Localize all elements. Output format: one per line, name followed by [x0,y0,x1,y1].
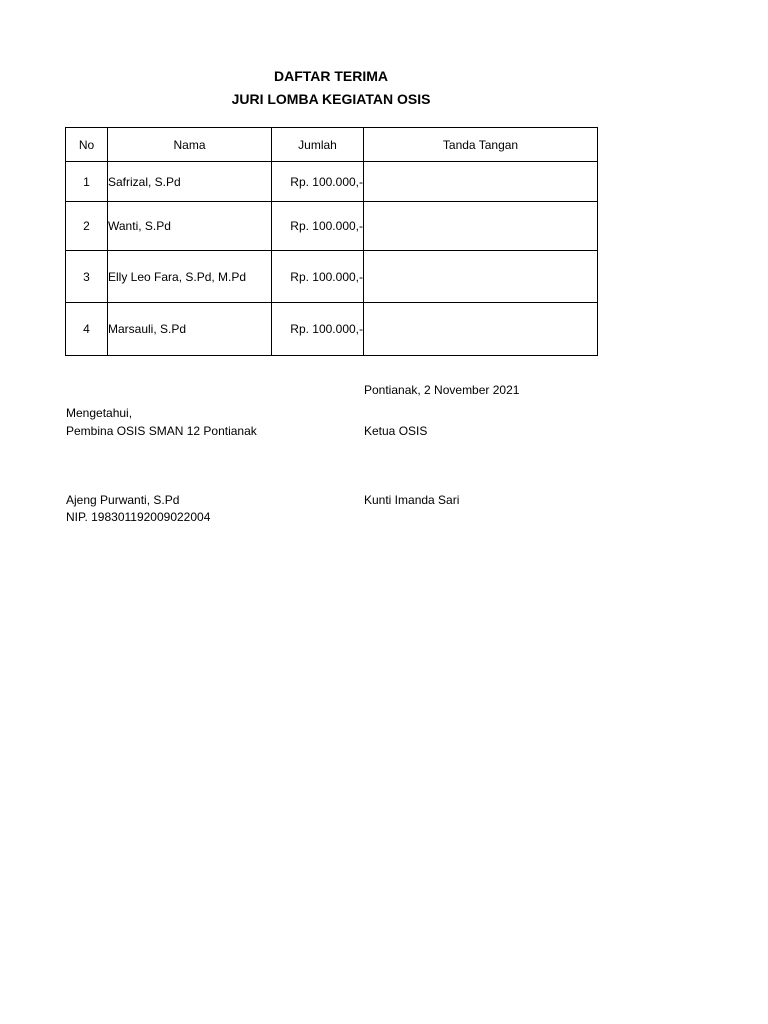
cell-tanda-tangan [364,202,598,251]
cell-tanda-tangan [364,303,598,356]
chair-name: Kunti Imanda Sari [364,493,460,507]
cell-nama: Marsauli, S.Pd [108,303,272,356]
advisor-role: Pembina OSIS SMAN 12 Pontianak [66,424,257,438]
cell-no: 2 [66,202,108,251]
table-row [66,162,598,202]
cell-jumlah: Rp. 100.000,- [272,202,364,251]
table-header-row [66,128,598,162]
chair-role: Ketua OSIS [364,424,428,438]
cell-no: 3 [66,251,108,303]
cell-jumlah: Rp. 100.000,- [272,162,364,202]
cell-jumlah: Rp. 100.000,- [272,251,364,303]
header-tanda-tangan: Tanda Tangan [364,128,598,162]
cell-no: 4 [66,303,108,356]
place-date: Pontianak, 2 November 2021 [364,383,520,397]
table-row [66,303,598,356]
table-row [66,251,598,303]
document-subtitle: JURI LOMBA KEGIATAN OSIS [231,91,431,107]
cell-tanda-tangan [364,162,598,202]
header-no: No [66,128,108,162]
recipient-table [65,127,598,356]
cell-nama: Elly Leo Fara, S.Pd, M.Pd [108,251,272,303]
cell-no: 1 [66,162,108,202]
cell-nama: Wanti, S.Pd [108,202,272,251]
header-jumlah: Jumlah [272,128,364,162]
cell-jumlah: Rp. 100.000,- [272,303,364,356]
acknowledge-label: Mengetahui, [66,406,133,420]
header-nama: Nama [108,128,272,162]
cell-tanda-tangan [364,251,598,303]
table-row [66,202,598,251]
advisor-nip: NIP. 198301192009022004 [66,510,211,524]
advisor-name: Ajeng Purwanti, S.Pd [66,493,180,507]
document-title: DAFTAR TERIMA [273,68,389,84]
cell-nama: Safrizal, S.Pd [108,162,272,202]
